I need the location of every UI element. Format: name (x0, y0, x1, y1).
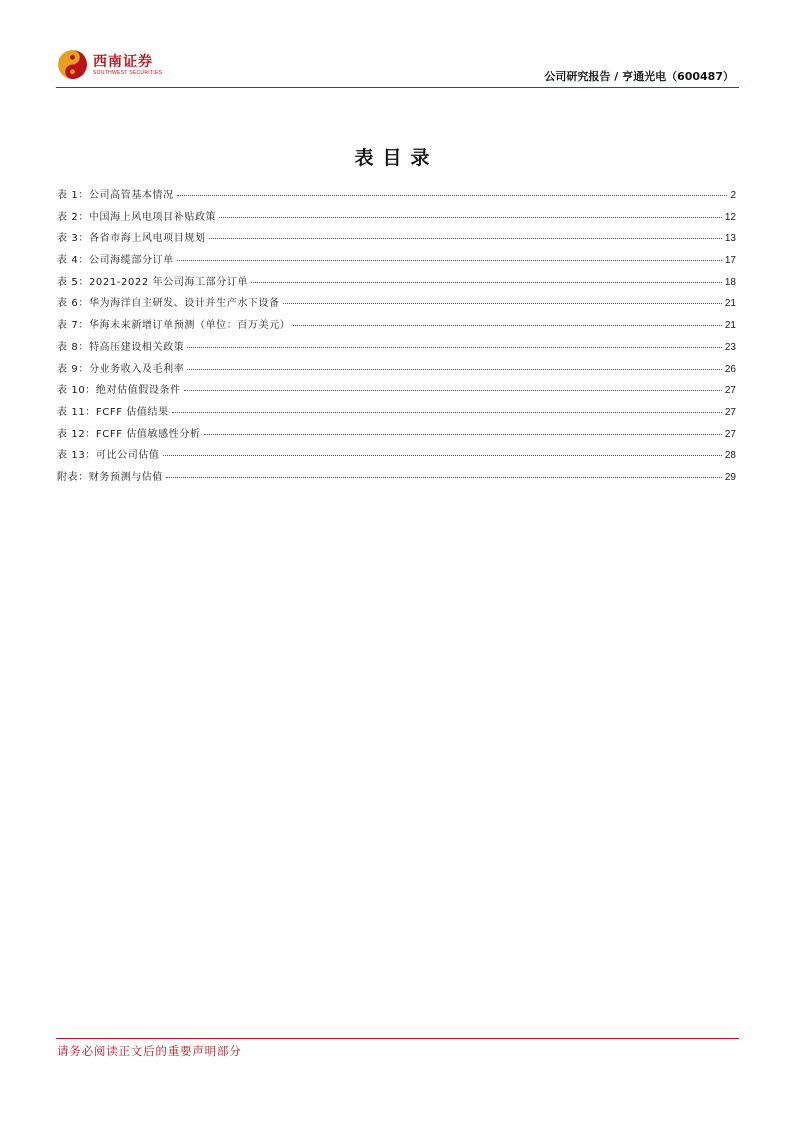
toc-dot-leader (293, 325, 722, 326)
toc-entry-page[interactable]: 29 (724, 471, 736, 483)
toc-entry[interactable] (57, 186, 736, 208)
southwest-securities-logo-icon (57, 49, 88, 80)
toc-entry[interactable] (57, 338, 736, 360)
toc-entry[interactable] (57, 381, 736, 403)
toc-entry-page[interactable]: 28 (724, 450, 736, 462)
toc-entry[interactable] (57, 294, 736, 316)
toc-entry-page[interactable]: 21 (724, 298, 736, 310)
toc-entry-page[interactable]: 27 (724, 406, 736, 418)
toc-entry[interactable] (57, 273, 736, 295)
toc-dot-leader (177, 260, 722, 261)
toc-entry[interactable] (57, 229, 736, 251)
toc-entry-page[interactable]: 27 (724, 385, 736, 397)
toc-entry-label[interactable]: 表 13：可比公司估值 (57, 450, 160, 462)
toc-entry-label[interactable]: 表 5：2021-2022 年公司海工部分订单 (57, 276, 249, 288)
footer-disclaimer: 请务必阅读正文后的重要声明部分 (57, 1044, 242, 1058)
toc-dot-leader (187, 369, 722, 370)
toc-entry-page[interactable]: 13 (724, 233, 736, 245)
company-logo (57, 49, 177, 83)
footer-divider (56, 1038, 739, 1039)
toc-entry-label[interactable]: 表 10：绝对估值假设条件 (57, 385, 181, 397)
toc-entry[interactable] (57, 468, 736, 490)
toc-entry-label[interactable]: 表 2：中国海上风电项目补贴政策 (57, 211, 217, 223)
toc-dot-leader (163, 455, 722, 456)
toc-entry[interactable] (57, 360, 736, 382)
toc-entry[interactable] (57, 316, 736, 338)
toc-entry-page[interactable]: 23 (724, 341, 736, 353)
toc-entry-label[interactable]: 表 11：FCFF 估值结果 (57, 406, 169, 418)
toc-dot-leader (209, 238, 722, 239)
toc-dot-leader (283, 303, 722, 304)
header-divider (56, 87, 739, 88)
toc-dot-leader (177, 195, 728, 196)
toc-entry-page[interactable]: 2 (730, 190, 736, 201)
toc-entry-label[interactable]: 表 7：华海未来新增订单预测（单位：百万美元） (57, 320, 291, 332)
toc-dot-leader (219, 217, 722, 218)
toc-dot-leader (166, 477, 722, 478)
toc-entry-page[interactable]: 17 (724, 255, 736, 267)
toc-dot-leader (204, 434, 722, 435)
table-of-tables (57, 186, 736, 490)
toc-dot-leader (187, 347, 722, 348)
toc-entry[interactable] (57, 208, 736, 230)
toc-entry[interactable] (57, 425, 736, 447)
toc-entry-label[interactable]: 表 1：公司高管基本情况 (57, 190, 174, 201)
report-header-label: 公司研究报告 / 亨通光电（600487） (544, 70, 734, 83)
toc-entry-page[interactable]: 27 (724, 428, 736, 440)
logo-chinese-name: 西南证券 (93, 54, 153, 70)
toc-entry[interactable] (57, 446, 736, 468)
toc-entry-label[interactable]: 表 8：特高压建设相关政策 (57, 341, 185, 353)
toc-dot-leader (172, 412, 722, 413)
toc-entry-label[interactable]: 表 4：公司海缆部分订单 (57, 255, 174, 267)
toc-entry-page[interactable]: 12 (724, 211, 736, 223)
toc-entry-page[interactable]: 18 (724, 276, 736, 288)
toc-dot-leader (184, 390, 722, 391)
toc-dot-leader (251, 282, 722, 283)
toc-entry-page[interactable]: 26 (724, 363, 736, 375)
logo-english-name: SOUTHWEST SECURITIES (93, 70, 163, 76)
toc-entry-page[interactable]: 21 (724, 320, 736, 332)
toc-entry-label[interactable]: 表 9：分业务收入及毛利率 (57, 363, 185, 375)
toc-entry-label[interactable]: 表 12：FCFF 估值敏感性分析 (57, 428, 201, 440)
toc-entry-label[interactable]: 附表：财务预测与估值 (57, 471, 163, 483)
toc-entry-label[interactable]: 表 3：各省市海上风电项目规划 (57, 233, 206, 245)
page-title: 表目录 (354, 147, 439, 169)
toc-entry[interactable] (57, 403, 736, 425)
toc-entry-label[interactable]: 表 6：华为海洋自主研发、设计并生产水下设备 (57, 298, 280, 310)
toc-entry[interactable] (57, 251, 736, 273)
